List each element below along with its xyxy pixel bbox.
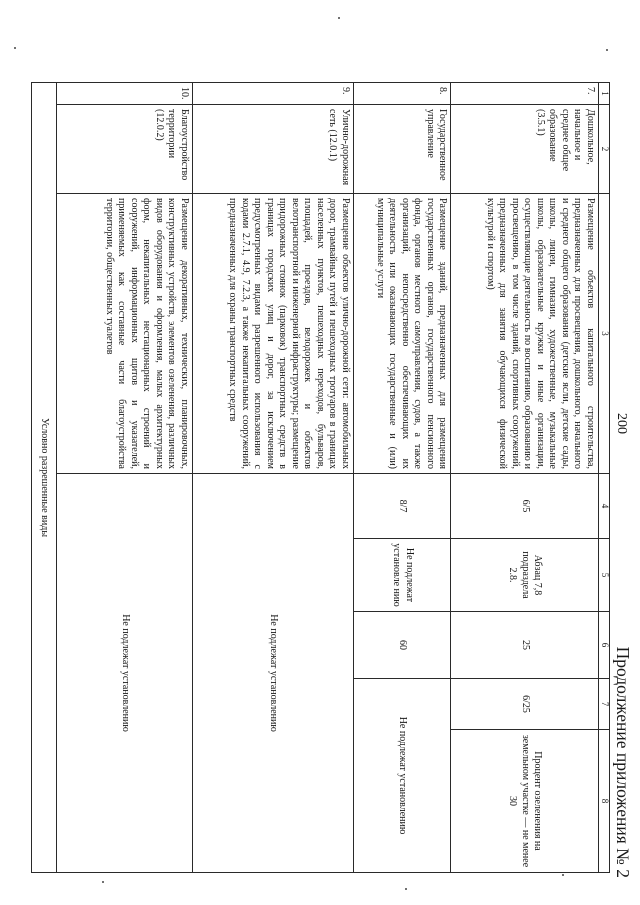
merged-cell: Не подлежат установлению [192,474,353,873]
zoning-table [31,82,610,873]
column-number: 8 [598,730,609,873]
table-row [192,83,353,873]
cell-col5: Абзац 7,8 подраздела 2.8. [451,539,598,612]
table-row [353,83,451,873]
cell-col7-8: Не подлежат установлению [353,679,451,873]
use-type-name: Благоустройство территории (12.0.2) [57,105,193,194]
page-title: Продолжение приложения № 2 [613,646,633,878]
column-number: 5 [598,539,609,612]
cell-col8: Процент озеленения на земельном участке — не менее 30 [451,730,598,873]
use-type-name: Улично-дорожная сеть (12.0.1) [192,105,353,194]
cell-col7: 6/25 [451,679,598,730]
page-number: 200 [614,413,629,434]
cell-col5: Не подлежат установле нию [353,539,451,612]
row-number: 10. [57,83,193,105]
cell-col4: 8/7 [353,474,451,539]
use-type-description: Размещение объектов улично-дорожной сети: автомобильных дорог, трамвайных путей и пешеходных тротуаров в границах населенных пунктов, пешеходных переходов, бульваров, площадей, проездов, велодорожек и объектов велотранспортной и инженерной инфраструктуры; размещение придорожных стоянок (парковок) транспортных средств в границах городских улиц и дорог, за исключением предусмотренных видами разрешенного использования с кодами 2.7.1, 4.9, 7.2.3, а также некапитальных сооружений, предназначенных для охраны транспортных средств [192,194,353,474]
cell-col6: 25 [451,612,598,679]
use-type-name: Дошкольное, начальное и среднее общее образование (3.5.1) [451,105,598,194]
column-number: 3 [598,194,609,474]
column-number: 6 [598,612,609,679]
use-type-description: Размещение объектов капитального строительства, предназначенных для просвещения, дошкольного, начального и среднего общего образования (детские ясли, детские сады, школы, лицеи, гимназии, художественные, музыкальные школы, образовательные кружки и иные организации, осуществляющие деятельность по воспитанию, образованию и просвещению, в том числе зданий, спортивных сооружений, предназначенных для занятия обучающихся физической культурой и спортом) [451,194,598,474]
column-number: 7 [598,679,609,730]
use-type-name: Государственное управление [353,105,451,194]
section-heading: Условно разрешенные виды [32,83,57,873]
row-number: 8. [353,83,451,105]
use-type-description: Размещение зданий, предназначенных для размещения государственных органов, государственного пенсионного фонда, органов местного самоуправления, судов, а также организаций, непосредственно обеспечивающих их деятельность или оказывающих государственные и (или) муниципальные услуги [353,194,451,474]
table-row [451,83,598,873]
merged-cell: Не подлежат установлению [57,474,193,873]
row-number: 7. [451,83,598,105]
column-number-row [598,83,609,873]
row-number: 9. [192,83,353,105]
use-type-description: Размещение декоративных, технических, планировочных, конструктивных устройств, элементов озеленения, различных видов оборудования и оформления, малых архитектурных форм, некапитальных нестационарных строений и сооружений, информационных щитов и указателей, применяемых как составные части благоустройства территории, общественных туалетов [57,194,193,474]
table-row [57,83,193,873]
column-number: 1 [598,83,609,105]
cell-col4: 6/5 [451,474,598,539]
cell-col6: 60 [353,612,451,679]
column-number: 4 [598,474,609,539]
column-number: 2 [598,105,609,194]
section-footer-row [32,83,57,873]
